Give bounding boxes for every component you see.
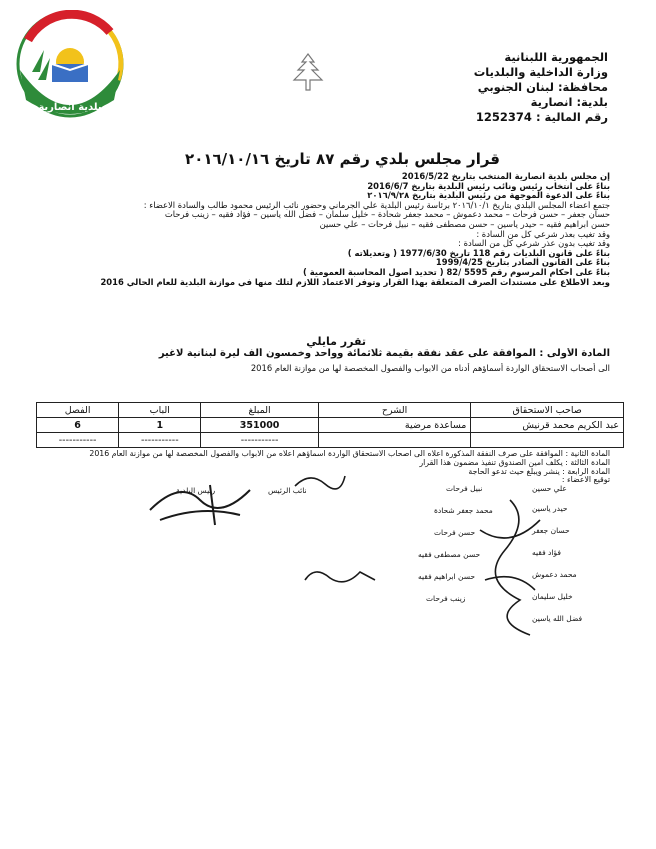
preamble-line: إن مجلس بلدية انصارية المنتخب بتاريخ 2016/5/22 [401,172,610,181]
member-name: حيدر ياسين [532,504,568,513]
table-cell: عبد الكريم محمد قرنيش [471,418,624,433]
member-name: حسن مصطفى فقيه [418,550,481,559]
article-line: المادة الثالثة : يكلف أمين الصندوق تنفيذ مضمون هذا القرار [419,458,610,467]
decision-title: قرار مجلس بلدي رقم ٨٧ تاريخ ٢٠١٦/١٠/١٦ [185,150,500,168]
vice-president-signature [290,466,350,496]
article-line: المادة الثانية : الموافقة على صرف النفقة المذكورة أعلاه الى أصحاب الاستحقاق الواردة أسماؤهم اعلاه من الابواب والفصول المخصصة لها من موازنة العام 2016 [89,450,610,458]
member-name: حسن ابراهيم فقيه [418,572,476,581]
preamble-line: بناءً على أحكام المرسوم رقم 5595 /82 ( تحديد أصول المحاسبة العمومية ) [302,267,610,277]
member-name: حسن فرحات [434,528,476,537]
preamble-line: بناءً على القانون الصادر بتاريخ 1999/4/25 [435,258,610,268]
table-cell: مساعدة مرضية [318,418,471,433]
member-name: نبيل فرحات [446,484,483,493]
table-cell: ----------- [119,433,201,448]
table-header-row [37,403,624,418]
table-cell: 1 [119,418,201,433]
preamble-line: بناءً على الدعوة الموجهة من رئيس البلدية بتاريخ ٢٠١٦/٩/٢٨ [367,191,610,201]
preamble-line: وبعد الاطلاع على مستندات الصرف المتعلقة بهذا القرار وتوفر الاعتماد اللازم لتلك منها في موازنة البلدية للعام الحالي 2016 [100,277,610,287]
member-name: فضل الله ياسين [532,614,583,623]
table-cell: 351000 [201,418,318,433]
member-name: خليل سليمان [532,592,573,601]
vice-president-label: نائب الرئيس [268,486,307,495]
president-label: رئيس البلدية [176,486,216,495]
header-line: محافظة: لبنان الجنوبي [477,80,608,94]
table-cell [318,433,471,448]
letterhead [378,50,608,125]
column-header: صاحب الاستحقاق [471,403,624,418]
preamble [50,172,610,287]
table-cell: ----------- [37,433,119,448]
decides-heading: تقرر مايلي [306,335,366,348]
preamble-line: جتمع أعضاء المجلس البلدي بتاريخ ٢٠١٦/١٠/١ برئاسة رئيس البلدية علي الجرماني وحضور نائب الرئيس محمود طالب والسادة الاعضاء : [143,200,610,210]
preamble-line: وقد تغيب بدون عذر شرعي كل من السادة : [458,239,610,249]
preamble-line: حسان جعفر – حسن فرحات – محمد دعموش – محمد جعفر شحادة – خليل سلمان – فضل الله ياسين – فؤاد فقيه – زينب فرحات [164,210,610,220]
article-1: المادة الأولى : الموافقة على عقد نفقة بقيمة ثلاثمائة وواحد وخمسون ألف ليرة لبنانية لاغير [158,348,610,359]
table-cell: 6 [37,418,119,433]
cedar-emblem-icon [288,52,328,94]
preamble-line: بناءً على قانون البلديات رقم 118 تاريخ 1977/6/30 ( وتعديلاته ) [347,248,610,258]
article-1-continued: الى أصحاب الاستحقاق الواردة أسماؤهم أدناه من الابواب والفصول المخصصة لها من موازنة العام 2016 [250,363,610,373]
member-name: حسان جعفر [532,526,570,535]
table-cell: ----------- [201,433,318,448]
table-row [37,433,624,448]
member-name: محمد دعموش [532,570,577,579]
header-line: الجمهورية اللبنانية [504,50,608,64]
municipality-logo [14,10,126,118]
header-line: بلدية: انصارية [530,95,608,109]
preamble-line: حسن ابراهيم فقيه – حيدر ياسين – حسن مصطفى فقيه – نبيل فرحات – علي حسين [319,219,610,229]
allocation-table [36,402,624,448]
column-header: المبلغ [201,403,318,418]
logo-text: بلدية انصارية [38,102,102,113]
member-signature [300,560,380,590]
article-line: توقيع الاعضاء : [561,476,610,485]
member-name: علي حسين [532,484,567,493]
member-name: محمد جعفر شحادة [434,506,493,515]
column-header: الفصل [37,403,119,418]
header-line: رقم المالية : 1252374 [475,110,608,124]
preamble-line: بناءً على انتخاب رئيس ونائب رئيس البلدية بتاريخ 2016/6/7 [367,181,610,191]
preamble-line: وقد تغيب بعذر شرعي كل من السادة : [476,229,610,239]
header-line: وزارة الداخلية والبلديات [473,65,608,79]
member-name: فؤاد فقيه [532,548,561,557]
column-header: الشرح [318,403,471,418]
column-header: الباب [119,403,201,418]
article-line: المادة الرابعة : ينشر ويبلغ حيث تدعو الحاجة [468,467,610,476]
members-signatures [470,490,550,640]
table-row [37,418,624,433]
president-signature [140,470,270,530]
member-name: زينب فرحات [426,594,466,603]
table-cell [471,433,624,448]
